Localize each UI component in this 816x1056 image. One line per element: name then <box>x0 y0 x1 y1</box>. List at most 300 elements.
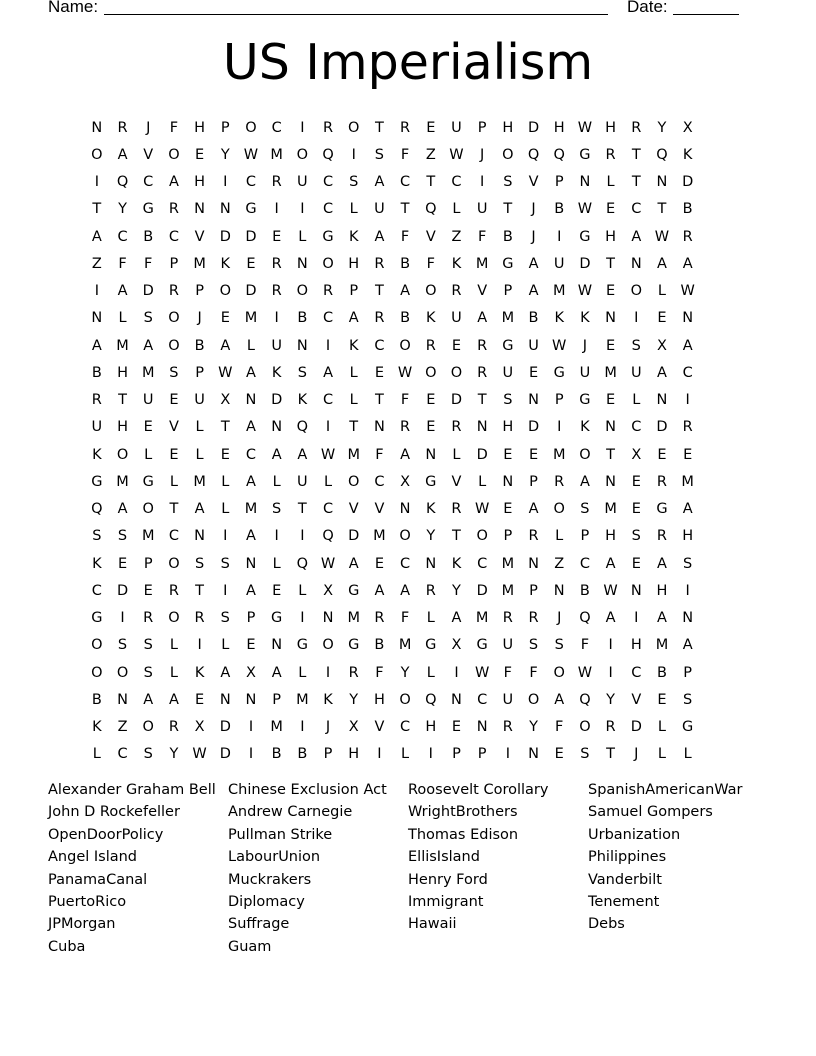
grid-cell[interactable]: C <box>631 419 642 436</box>
grid-cell[interactable]: C <box>400 555 411 572</box>
grid-cell[interactable]: A <box>143 337 154 354</box>
grid-cell[interactable]: I <box>248 719 254 736</box>
grid-cell[interactable]: E <box>503 501 513 518</box>
grid-cell[interactable]: U <box>630 364 642 381</box>
grid-cell[interactable]: S <box>169 364 179 381</box>
grid-cell[interactable]: N <box>271 637 283 654</box>
grid-cell[interactable]: I <box>557 228 562 245</box>
grid-cell[interactable]: N <box>682 310 694 327</box>
grid-cell[interactable]: N <box>579 174 591 191</box>
grid-cell[interactable]: Q <box>579 610 591 627</box>
grid-cell[interactable]: S <box>503 174 513 191</box>
grid-cell[interactable]: D <box>348 528 360 545</box>
grid-cell[interactable]: S <box>272 501 282 518</box>
grid-cell[interactable]: H <box>117 364 128 381</box>
grid-cell[interactable]: N <box>245 392 257 409</box>
grid-cell[interactable]: T <box>220 419 230 436</box>
grid-cell[interactable]: R <box>425 582 436 599</box>
grid-cell[interactable]: W <box>603 582 618 599</box>
grid-cell[interactable]: E <box>657 310 667 327</box>
grid-cell[interactable]: K <box>682 146 693 163</box>
grid-cell[interactable]: U <box>528 337 539 354</box>
grid-cell[interactable]: A <box>246 528 256 545</box>
grid-cell[interactable]: U <box>502 691 514 708</box>
grid-cell[interactable]: N <box>194 528 206 545</box>
grid-cell[interactable]: F <box>400 392 410 409</box>
grid-cell[interactable]: E <box>606 392 616 409</box>
grid-cell[interactable]: A <box>605 555 616 572</box>
grid-cell[interactable]: L <box>298 228 307 245</box>
grid-cell[interactable]: Y <box>169 746 179 763</box>
grid-cell[interactable]: S <box>117 528 128 545</box>
grid-cell[interactable]: E <box>143 419 153 436</box>
grid-cell[interactable]: N <box>656 392 668 409</box>
grid-cell[interactable]: O <box>502 146 514 163</box>
grid-cell[interactable]: H <box>630 637 642 654</box>
grid-cell[interactable]: N <box>271 419 283 436</box>
grid-cell[interactable]: M <box>244 310 258 327</box>
grid-cell[interactable]: A <box>605 610 616 627</box>
grid-cell[interactable]: R <box>348 664 359 681</box>
grid-cell[interactable]: N <box>245 555 257 572</box>
grid-cell[interactable]: L <box>195 419 204 436</box>
grid-cell[interactable]: M <box>552 283 566 300</box>
grid-cell[interactable]: E <box>554 746 564 763</box>
grid-cell[interactable]: O <box>116 446 129 463</box>
grid-cell[interactable]: R <box>374 610 385 627</box>
grid-cell[interactable]: I <box>325 664 331 681</box>
grid-cell[interactable]: H <box>348 746 360 763</box>
grid-cell[interactable]: G <box>682 719 694 736</box>
grid-cell[interactable]: E <box>528 364 539 381</box>
grid-cell[interactable]: T <box>195 582 205 599</box>
grid-cell[interactable]: K <box>92 446 102 463</box>
grid-cell[interactable]: C <box>682 364 693 381</box>
grid-cell[interactable]: M <box>655 637 669 654</box>
grid-cell[interactable]: A <box>323 364 333 381</box>
grid-cell[interactable]: O <box>425 364 437 381</box>
grid-cell[interactable]: W <box>680 283 695 300</box>
grid-cell[interactable]: R <box>605 719 616 736</box>
grid-cell[interactable]: K <box>220 255 231 272</box>
grid-cell[interactable]: G <box>579 146 591 163</box>
grid-cell[interactable]: A <box>168 174 179 191</box>
grid-cell[interactable]: B <box>91 364 102 381</box>
grid-cell[interactable]: R <box>656 473 667 490</box>
grid-cell[interactable]: W <box>320 446 336 463</box>
grid-cell[interactable]: N <box>296 337 308 354</box>
grid-cell[interactable]: I <box>197 637 202 654</box>
grid-cell[interactable]: M <box>398 637 412 654</box>
grid-cell[interactable]: A <box>348 310 359 327</box>
grid-cell[interactable]: T <box>374 392 384 409</box>
grid-cell[interactable]: A <box>91 337 102 354</box>
grid-cell[interactable]: N <box>476 719 488 736</box>
grid-cell[interactable]: T <box>631 174 641 191</box>
grid-cell[interactable]: R <box>425 337 436 354</box>
grid-cell[interactable]: F <box>400 228 410 245</box>
grid-cell[interactable]: S <box>92 528 102 545</box>
grid-cell[interactable]: O <box>527 691 540 708</box>
grid-cell[interactable]: S <box>117 637 128 654</box>
grid-cell[interactable]: G <box>91 473 103 490</box>
grid-cell[interactable]: Z <box>91 255 102 272</box>
grid-cell[interactable]: U <box>374 201 385 218</box>
grid-cell[interactable]: T <box>606 446 616 463</box>
grid-cell[interactable]: O <box>168 310 180 327</box>
grid-cell[interactable]: I <box>300 119 305 136</box>
grid-cell[interactable]: Q <box>425 691 437 708</box>
grid-cell[interactable]: A <box>220 664 231 681</box>
grid-cell[interactable]: O <box>168 337 180 354</box>
grid-cell[interactable]: B <box>502 228 513 245</box>
grid-cell[interactable]: V <box>374 501 385 518</box>
grid-cell[interactable]: O <box>399 528 411 545</box>
grid-cell[interactable]: K <box>554 310 564 327</box>
grid-cell[interactable]: B <box>91 691 102 708</box>
grid-cell[interactable]: W <box>449 146 464 163</box>
grid-cell[interactable]: B <box>400 310 411 327</box>
grid-cell[interactable]: L <box>221 473 230 490</box>
grid-cell[interactable]: L <box>426 664 435 681</box>
grid-cell[interactable]: D <box>219 719 231 736</box>
grid-cell[interactable]: J <box>531 228 536 245</box>
grid-cell[interactable]: E <box>528 446 539 463</box>
grid-cell[interactable]: T <box>169 501 179 518</box>
grid-cell[interactable]: M <box>116 473 129 490</box>
grid-cell[interactable]: A <box>657 555 667 572</box>
grid-cell[interactable]: O <box>296 283 309 300</box>
grid-cell[interactable]: I <box>634 610 639 627</box>
grid-cell[interactable]: J <box>531 201 536 218</box>
grid-cell[interactable]: I <box>94 174 99 191</box>
grid-cell[interactable]: J <box>480 146 485 163</box>
grid-cell[interactable]: X <box>194 719 205 736</box>
grid-cell[interactable]: E <box>169 446 179 463</box>
grid-cell[interactable]: T <box>349 419 359 436</box>
grid-cell[interactable]: E <box>503 446 513 463</box>
grid-cell[interactable]: H <box>553 119 565 136</box>
grid-cell[interactable]: E <box>451 719 462 736</box>
grid-cell[interactable]: D <box>476 582 488 599</box>
grid-cell[interactable]: C <box>91 582 102 599</box>
grid-cell[interactable]: M <box>475 610 489 627</box>
grid-cell[interactable]: O <box>425 283 437 300</box>
grid-cell[interactable]: A <box>657 364 667 381</box>
grid-cell[interactable]: W <box>218 364 233 381</box>
grid-cell[interactable]: L <box>92 746 101 763</box>
grid-cell[interactable]: K <box>271 364 282 381</box>
grid-cell[interactable]: A <box>348 555 359 572</box>
grid-cell[interactable]: E <box>426 119 436 136</box>
grid-cell[interactable]: R <box>656 528 667 545</box>
grid-cell[interactable]: K <box>323 691 333 708</box>
grid-cell[interactable]: L <box>478 473 487 490</box>
grid-cell[interactable]: U <box>579 364 591 381</box>
grid-cell[interactable]: W <box>474 501 490 518</box>
grid-cell[interactable]: L <box>426 610 435 627</box>
grid-cell[interactable]: R <box>117 119 128 136</box>
grid-cell[interactable]: G <box>502 337 514 354</box>
grid-cell[interactable]: Y <box>349 691 359 708</box>
grid-cell[interactable]: D <box>527 119 540 136</box>
grid-cell[interactable]: F <box>555 719 564 736</box>
grid-cell[interactable]: K <box>426 310 436 327</box>
grid-cell[interactable]: D <box>142 283 154 300</box>
grid-cell[interactable]: S <box>580 501 590 518</box>
grid-cell[interactable]: O <box>348 119 360 136</box>
grid-cell[interactable]: C <box>579 555 590 572</box>
grid-cell[interactable]: P <box>246 610 256 627</box>
grid-cell[interactable]: F <box>118 255 127 272</box>
grid-cell[interactable]: Y <box>452 582 461 599</box>
grid-cell[interactable]: G <box>271 610 283 627</box>
grid-cell[interactable]: N <box>373 419 385 436</box>
grid-cell[interactable]: O <box>91 664 103 681</box>
grid-cell[interactable]: I <box>300 610 305 627</box>
grid-cell[interactable]: S <box>220 610 230 627</box>
grid-cell[interactable]: R <box>451 283 462 300</box>
grid-cell[interactable]: W <box>320 555 336 572</box>
grid-cell[interactable]: Z <box>425 146 436 163</box>
grid-cell[interactable]: A <box>657 255 667 272</box>
grid-cell[interactable]: I <box>351 146 356 163</box>
grid-cell[interactable]: R <box>271 283 282 300</box>
grid-cell[interactable]: T <box>631 146 641 163</box>
grid-cell[interactable]: D <box>682 174 694 191</box>
grid-cell[interactable]: Z <box>451 228 462 245</box>
grid-cell[interactable]: E <box>606 337 616 354</box>
grid-cell[interactable]: E <box>631 555 641 572</box>
grid-cell[interactable]: I <box>300 528 305 545</box>
grid-cell[interactable]: C <box>168 228 179 245</box>
grid-cell[interactable]: I <box>377 746 382 763</box>
grid-cell[interactable]: E <box>272 228 282 245</box>
grid-cell[interactable]: L <box>683 746 692 763</box>
grid-cell[interactable]: X <box>657 337 667 354</box>
grid-cell[interactable]: A <box>374 174 385 191</box>
grid-cell[interactable]: D <box>245 228 257 245</box>
name-blank[interactable] <box>104 14 608 15</box>
grid-cell[interactable]: P <box>683 664 693 681</box>
grid-cell[interactable]: O <box>296 146 309 163</box>
grid-cell[interactable]: R <box>400 119 411 136</box>
grid-cell[interactable]: V <box>528 174 539 191</box>
grid-cell[interactable]: G <box>142 473 154 490</box>
grid-cell[interactable]: P <box>529 473 538 490</box>
grid-cell[interactable]: A <box>528 255 539 272</box>
grid-cell[interactable]: S <box>143 746 153 763</box>
grid-cell[interactable]: M <box>141 364 155 381</box>
grid-cell[interactable]: L <box>298 582 307 599</box>
grid-cell[interactable]: T <box>374 119 384 136</box>
grid-cell[interactable]: N <box>425 555 437 572</box>
grid-cell[interactable]: M <box>681 473 694 490</box>
grid-cell[interactable]: T <box>297 501 307 518</box>
grid-cell[interactable]: R <box>168 719 179 736</box>
grid-cell[interactable]: B <box>579 582 590 599</box>
grid-cell[interactable]: A <box>143 691 154 708</box>
grid-cell[interactable]: N <box>682 610 694 627</box>
grid-cell[interactable]: N <box>296 255 308 272</box>
grid-cell[interactable]: N <box>91 310 103 327</box>
grid-cell[interactable]: N <box>245 691 257 708</box>
grid-cell[interactable]: S <box>631 528 641 545</box>
grid-cell[interactable]: R <box>271 174 282 191</box>
grid-cell[interactable]: C <box>451 174 462 191</box>
grid-cell[interactable]: C <box>400 719 411 736</box>
grid-cell[interactable]: I <box>608 637 613 654</box>
grid-cell[interactable]: C <box>400 174 411 191</box>
grid-cell[interactable]: A <box>168 691 179 708</box>
grid-cell[interactable]: V <box>477 283 488 300</box>
grid-cell[interactable]: K <box>348 228 359 245</box>
grid-cell[interactable]: A <box>400 283 411 300</box>
grid-cell[interactable]: K <box>580 419 590 436</box>
grid-cell[interactable]: H <box>502 119 514 136</box>
grid-cell[interactable]: R <box>605 146 616 163</box>
grid-cell[interactable]: B <box>271 746 282 763</box>
grid-cell[interactable]: D <box>271 392 283 409</box>
grid-cell[interactable]: W <box>192 746 207 763</box>
grid-cell[interactable]: L <box>657 746 667 763</box>
grid-cell[interactable]: M <box>296 691 309 708</box>
grid-cell[interactable]: M <box>193 255 206 272</box>
grid-cell[interactable]: R <box>374 255 385 272</box>
grid-cell[interactable]: A <box>579 473 590 490</box>
grid-cell[interactable]: V <box>143 146 154 163</box>
grid-cell[interactable]: O <box>245 119 257 136</box>
grid-cell[interactable]: C <box>322 310 334 327</box>
grid-cell[interactable]: C <box>245 174 257 191</box>
grid-cell[interactable]: B <box>554 201 565 218</box>
grid-cell[interactable]: W <box>243 146 259 163</box>
grid-cell[interactable]: Q <box>91 501 103 518</box>
grid-cell[interactable]: Y <box>606 691 616 708</box>
grid-cell[interactable]: J <box>146 119 151 136</box>
grid-cell[interactable]: S <box>528 637 539 654</box>
grid-cell[interactable]: R <box>554 473 565 490</box>
grid-cell[interactable]: K <box>426 501 436 518</box>
grid-cell[interactable]: Y <box>220 146 230 163</box>
grid-cell[interactable]: H <box>373 691 385 708</box>
grid-cell[interactable]: V <box>348 501 359 518</box>
grid-cell[interactable]: C <box>271 119 282 136</box>
grid-cell[interactable]: T <box>606 255 616 272</box>
grid-cell[interactable]: B <box>400 255 411 272</box>
grid-cell[interactable]: L <box>169 664 178 681</box>
grid-cell[interactable]: P <box>349 283 359 300</box>
grid-cell[interactable]: C <box>477 691 488 708</box>
grid-cell[interactable]: F <box>400 146 410 163</box>
grid-cell[interactable]: A <box>246 419 256 436</box>
grid-cell[interactable]: R <box>91 392 102 409</box>
grid-cell[interactable]: Q <box>527 146 540 163</box>
grid-cell[interactable]: M <box>270 719 283 736</box>
grid-cell[interactable]: N <box>91 119 103 136</box>
grid-cell[interactable]: A <box>657 610 667 627</box>
grid-cell[interactable]: Q <box>116 174 129 191</box>
grid-cell[interactable]: A <box>682 337 693 354</box>
grid-cell[interactable]: I <box>120 610 125 627</box>
grid-cell[interactable]: N <box>425 446 437 463</box>
grid-cell[interactable]: X <box>323 582 333 599</box>
grid-cell[interactable]: A <box>682 255 693 272</box>
grid-cell[interactable]: N <box>219 201 231 218</box>
grid-cell[interactable]: T <box>452 528 461 545</box>
grid-cell[interactable]: I <box>325 419 331 436</box>
grid-cell[interactable]: I <box>454 664 459 681</box>
grid-cell[interactable]: R <box>400 419 411 436</box>
grid-cell[interactable]: U <box>553 255 565 272</box>
grid-cell[interactable]: M <box>244 501 258 518</box>
grid-cell[interactable]: N <box>528 555 539 572</box>
grid-cell[interactable]: L <box>452 446 461 463</box>
grid-cell[interactable]: I <box>685 392 690 409</box>
grid-cell[interactable]: L <box>657 283 667 300</box>
grid-cell[interactable]: O <box>142 501 154 518</box>
grid-cell[interactable]: P <box>195 283 204 300</box>
grid-cell[interactable]: N <box>605 310 617 327</box>
grid-cell[interactable]: M <box>604 364 617 381</box>
grid-cell[interactable]: I <box>557 419 562 436</box>
grid-cell[interactable]: W <box>552 337 567 354</box>
grid-cell[interactable]: S <box>683 691 693 708</box>
grid-cell[interactable]: S <box>297 364 307 381</box>
grid-cell[interactable]: N <box>219 691 231 708</box>
grid-cell[interactable]: V <box>374 719 385 736</box>
grid-cell[interactable]: I <box>94 283 99 300</box>
grid-cell[interactable]: R <box>168 283 179 300</box>
grid-cell[interactable]: M <box>552 446 566 463</box>
grid-cell[interactable]: L <box>246 337 256 354</box>
grid-cell[interactable]: C <box>631 201 642 218</box>
grid-cell[interactable]: A <box>554 691 565 708</box>
grid-cell[interactable]: F <box>144 255 153 272</box>
grid-cell[interactable]: P <box>323 746 333 763</box>
grid-cell[interactable]: A <box>246 582 256 599</box>
grid-cell[interactable]: N <box>630 255 642 272</box>
grid-cell[interactable]: S <box>143 637 153 654</box>
grid-cell[interactable]: E <box>374 555 384 572</box>
grid-cell[interactable]: I <box>480 174 485 191</box>
grid-cell[interactable]: L <box>169 637 178 654</box>
grid-cell[interactable]: P <box>503 528 513 545</box>
grid-cell[interactable]: S <box>143 310 153 327</box>
grid-cell[interactable]: G <box>476 637 488 654</box>
grid-cell[interactable]: A <box>220 337 231 354</box>
grid-cell[interactable]: W <box>474 664 490 681</box>
grid-cell[interactable]: S <box>220 555 230 572</box>
grid-cell[interactable]: W <box>577 664 593 681</box>
grid-cell[interactable]: A <box>477 310 488 327</box>
grid-cell[interactable]: E <box>631 501 641 518</box>
grid-cell[interactable]: V <box>631 691 642 708</box>
grid-cell[interactable]: P <box>554 392 564 409</box>
grid-cell[interactable]: L <box>632 392 641 409</box>
grid-cell[interactable]: S <box>683 555 693 572</box>
grid-cell[interactable]: K <box>348 337 359 354</box>
grid-cell[interactable]: O <box>168 610 180 627</box>
grid-cell[interactable]: A <box>117 146 128 163</box>
grid-cell[interactable]: M <box>116 337 129 354</box>
grid-cell[interactable]: T <box>374 283 384 300</box>
grid-cell[interactable]: Q <box>296 555 309 572</box>
grid-cell[interactable]: P <box>272 691 282 708</box>
grid-cell[interactable]: I <box>274 201 279 218</box>
grid-cell[interactable]: T <box>657 201 667 218</box>
grid-cell[interactable]: O <box>322 637 334 654</box>
